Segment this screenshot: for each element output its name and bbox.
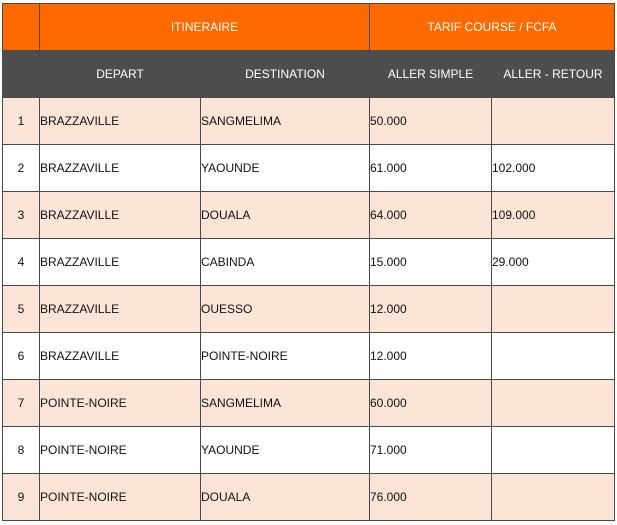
row-aller-retour xyxy=(492,333,615,380)
table-row xyxy=(3,333,615,380)
row-number: 4 xyxy=(3,239,40,286)
row-number: 1 xyxy=(3,98,40,145)
table-header xyxy=(3,4,615,98)
row-number: 5 xyxy=(3,286,40,333)
table-row xyxy=(3,145,615,192)
row-aller-retour xyxy=(492,286,615,333)
row-number: 2 xyxy=(3,145,40,192)
header-aller-simple: ALLER SIMPLE xyxy=(370,51,492,98)
row-depart: BRAZZAVILLE xyxy=(40,145,201,192)
row-aller-simple: 12.000 xyxy=(370,286,492,333)
table-body xyxy=(3,98,615,521)
header-row-group xyxy=(3,4,615,51)
row-destination: DOUALA xyxy=(201,474,370,521)
row-depart: POINTE-NOIRE xyxy=(40,474,201,521)
table-row xyxy=(3,474,615,521)
header-destination: DESTINATION xyxy=(201,51,370,98)
row-number: 7 xyxy=(3,380,40,427)
table-row xyxy=(3,380,615,427)
row-depart: POINTE-NOIRE xyxy=(40,427,201,474)
header-row-columns xyxy=(3,51,615,98)
row-number: 3 xyxy=(3,192,40,239)
header-corner-bottom xyxy=(3,51,40,98)
table-row xyxy=(3,427,615,474)
table-row xyxy=(3,192,615,239)
row-number: 8 xyxy=(3,427,40,474)
row-aller-retour xyxy=(492,98,615,145)
row-depart: POINTE-NOIRE xyxy=(40,380,201,427)
row-destination: YAOUNDE xyxy=(201,427,370,474)
row-aller-simple: 61.000 xyxy=(370,145,492,192)
row-destination: DOUALA xyxy=(201,192,370,239)
row-destination: SANGMELIMA xyxy=(201,380,370,427)
table-row xyxy=(3,98,615,145)
header-tarif: TARIF COURSE / FCFA xyxy=(370,4,615,51)
row-aller-retour xyxy=(492,427,615,474)
row-depart: BRAZZAVILLE xyxy=(40,192,201,239)
row-aller-simple: 71.000 xyxy=(370,427,492,474)
row-depart: BRAZZAVILLE xyxy=(40,239,201,286)
row-destination: POINTE-NOIRE xyxy=(201,333,370,380)
row-aller-simple: 76.000 xyxy=(370,474,492,521)
header-aller-retour: ALLER - RETOUR xyxy=(492,51,615,98)
row-aller-simple: 50.000 xyxy=(370,98,492,145)
row-number: 9 xyxy=(3,474,40,521)
row-depart: BRAZZAVILLE xyxy=(40,333,201,380)
tarif-table xyxy=(2,3,615,521)
row-destination: OUESSO xyxy=(201,286,370,333)
row-destination: CABINDA xyxy=(201,239,370,286)
row-aller-retour xyxy=(492,380,615,427)
row-aller-retour: 102.000 xyxy=(492,145,615,192)
row-aller-simple: 60.000 xyxy=(370,380,492,427)
row-aller-simple: 12.000 xyxy=(370,333,492,380)
row-aller-simple: 15.000 xyxy=(370,239,492,286)
row-depart: BRAZZAVILLE xyxy=(40,98,201,145)
row-aller-retour: 29.000 xyxy=(492,239,615,286)
header-depart: DEPART xyxy=(40,51,201,98)
row-destination: SANGMELIMA xyxy=(201,98,370,145)
row-aller-simple: 64.000 xyxy=(370,192,492,239)
row-destination: YAOUNDE xyxy=(201,145,370,192)
row-aller-retour: 109.000 xyxy=(492,192,615,239)
row-depart: BRAZZAVILLE xyxy=(40,286,201,333)
header-corner-top xyxy=(3,4,40,51)
row-aller-retour xyxy=(492,474,615,521)
row-number: 6 xyxy=(3,333,40,380)
header-itineraire: ITINERAIRE xyxy=(40,4,370,51)
table-row xyxy=(3,286,615,333)
table-row xyxy=(3,239,615,286)
